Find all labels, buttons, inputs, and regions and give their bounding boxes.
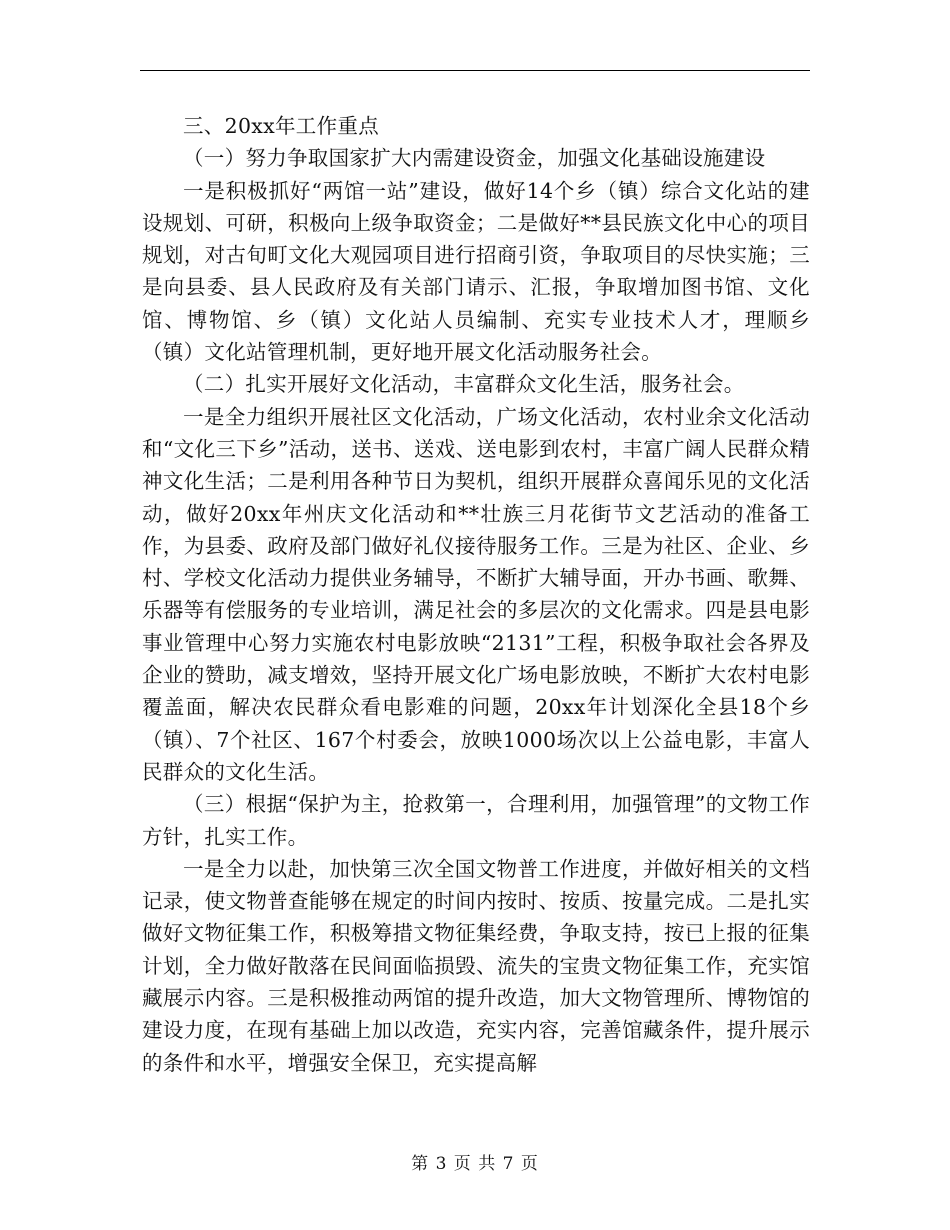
section-heading: 三、20xx年工作重点 xyxy=(183,114,380,138)
subsection-heading-3: （三）根据“保护为主，抢救第一，合理利用，加强管理”的文物工作方针，扎实工作。 xyxy=(142,792,810,849)
body-paragraph-1: 一是积极抓好“两馆一站”建设，做好14个乡（镇）综合文化站的建设规划、可研，积极向上级争取资金；二是做好**县民族文化中心的项目规划，对古旬町文化大观园项目进行招商引资，争取项目的尽快实施；三是向县委、县人民政府及有关部门请示、汇报，争取增加图书馆、文化馆、博物馆、乡（镇）文化站人员编制、充实专业技术人才，理顺乡（镇）文化站管理机制，更好地开展文化活动服务社会。 xyxy=(142,178,810,365)
document-body xyxy=(142,110,810,1079)
page-number: 第 3 页 共 7 页 xyxy=(411,1154,539,1174)
subsection-heading-2: （二）扎实开展好文化活动，丰富群众文化生活，服务社会。 xyxy=(183,372,745,397)
subsection-heading-1: （一）努力争取国家扩大内需建设资金，加强文化基础设施建设 xyxy=(183,146,766,171)
body-paragraph-3: 一是全力以赴，加快第三次全国文物普工作进度，并做好相关的文档记录，使文物普查能够在规定的时间内按时、按质、按量完成。二是扎实做好文物征集工作，积极筹措文物征集经费，争取支持，按已上报的征集计划，全力做好散落在民间面临损毁、流失的宝贵文物征集工作，充实馆藏展示内容。三是积极推动两馆的提升改造，加大文物管理所、博物馆的建设力度，在现有基础上加以改造，充实内容，完善馆藏条件，提升展示的条件和水平，增强安全保卫，充实提高解 xyxy=(142,856,810,1075)
header-rule xyxy=(140,70,810,71)
body-paragraph-2: 一是全力组织开展社区文化活动，广场文化活动，农村业余文化活动和“文化三下乡”活动，送书、送戏、送电影到农村，丰富广阔人民群众精神文化生活；二是利用各种节日为契机，组织开展群众喜闻乐见的文化活动，做好20xx年州庆文化活动和**壮族三月花街节文艺活动的准备工作，为县委、政府及部门做好礼仪接待服务工作。三是为社区、企业、乡村、学校文化活动力提供业务辅导，不断扩大辅导面，开办书画、歌舞、乐器等有偿服务的专业培训，满足社会的多层次的文化需求。四是县电影事业管理中心努力实施农村电影放映“2131”工程，积极争取社会各界及企业的赞助，减支增效，坚持开展文化广场电影放映，不断扩大农村电影覆盖面，解决农民群众看电影难的问题，20xx年计划深化全县18个乡（镇）、7个社区、167个村委会，放映1000场次以上公益电影，丰富人民群众的文化生活。 xyxy=(142,404,810,784)
page-footer xyxy=(0,1149,950,1174)
